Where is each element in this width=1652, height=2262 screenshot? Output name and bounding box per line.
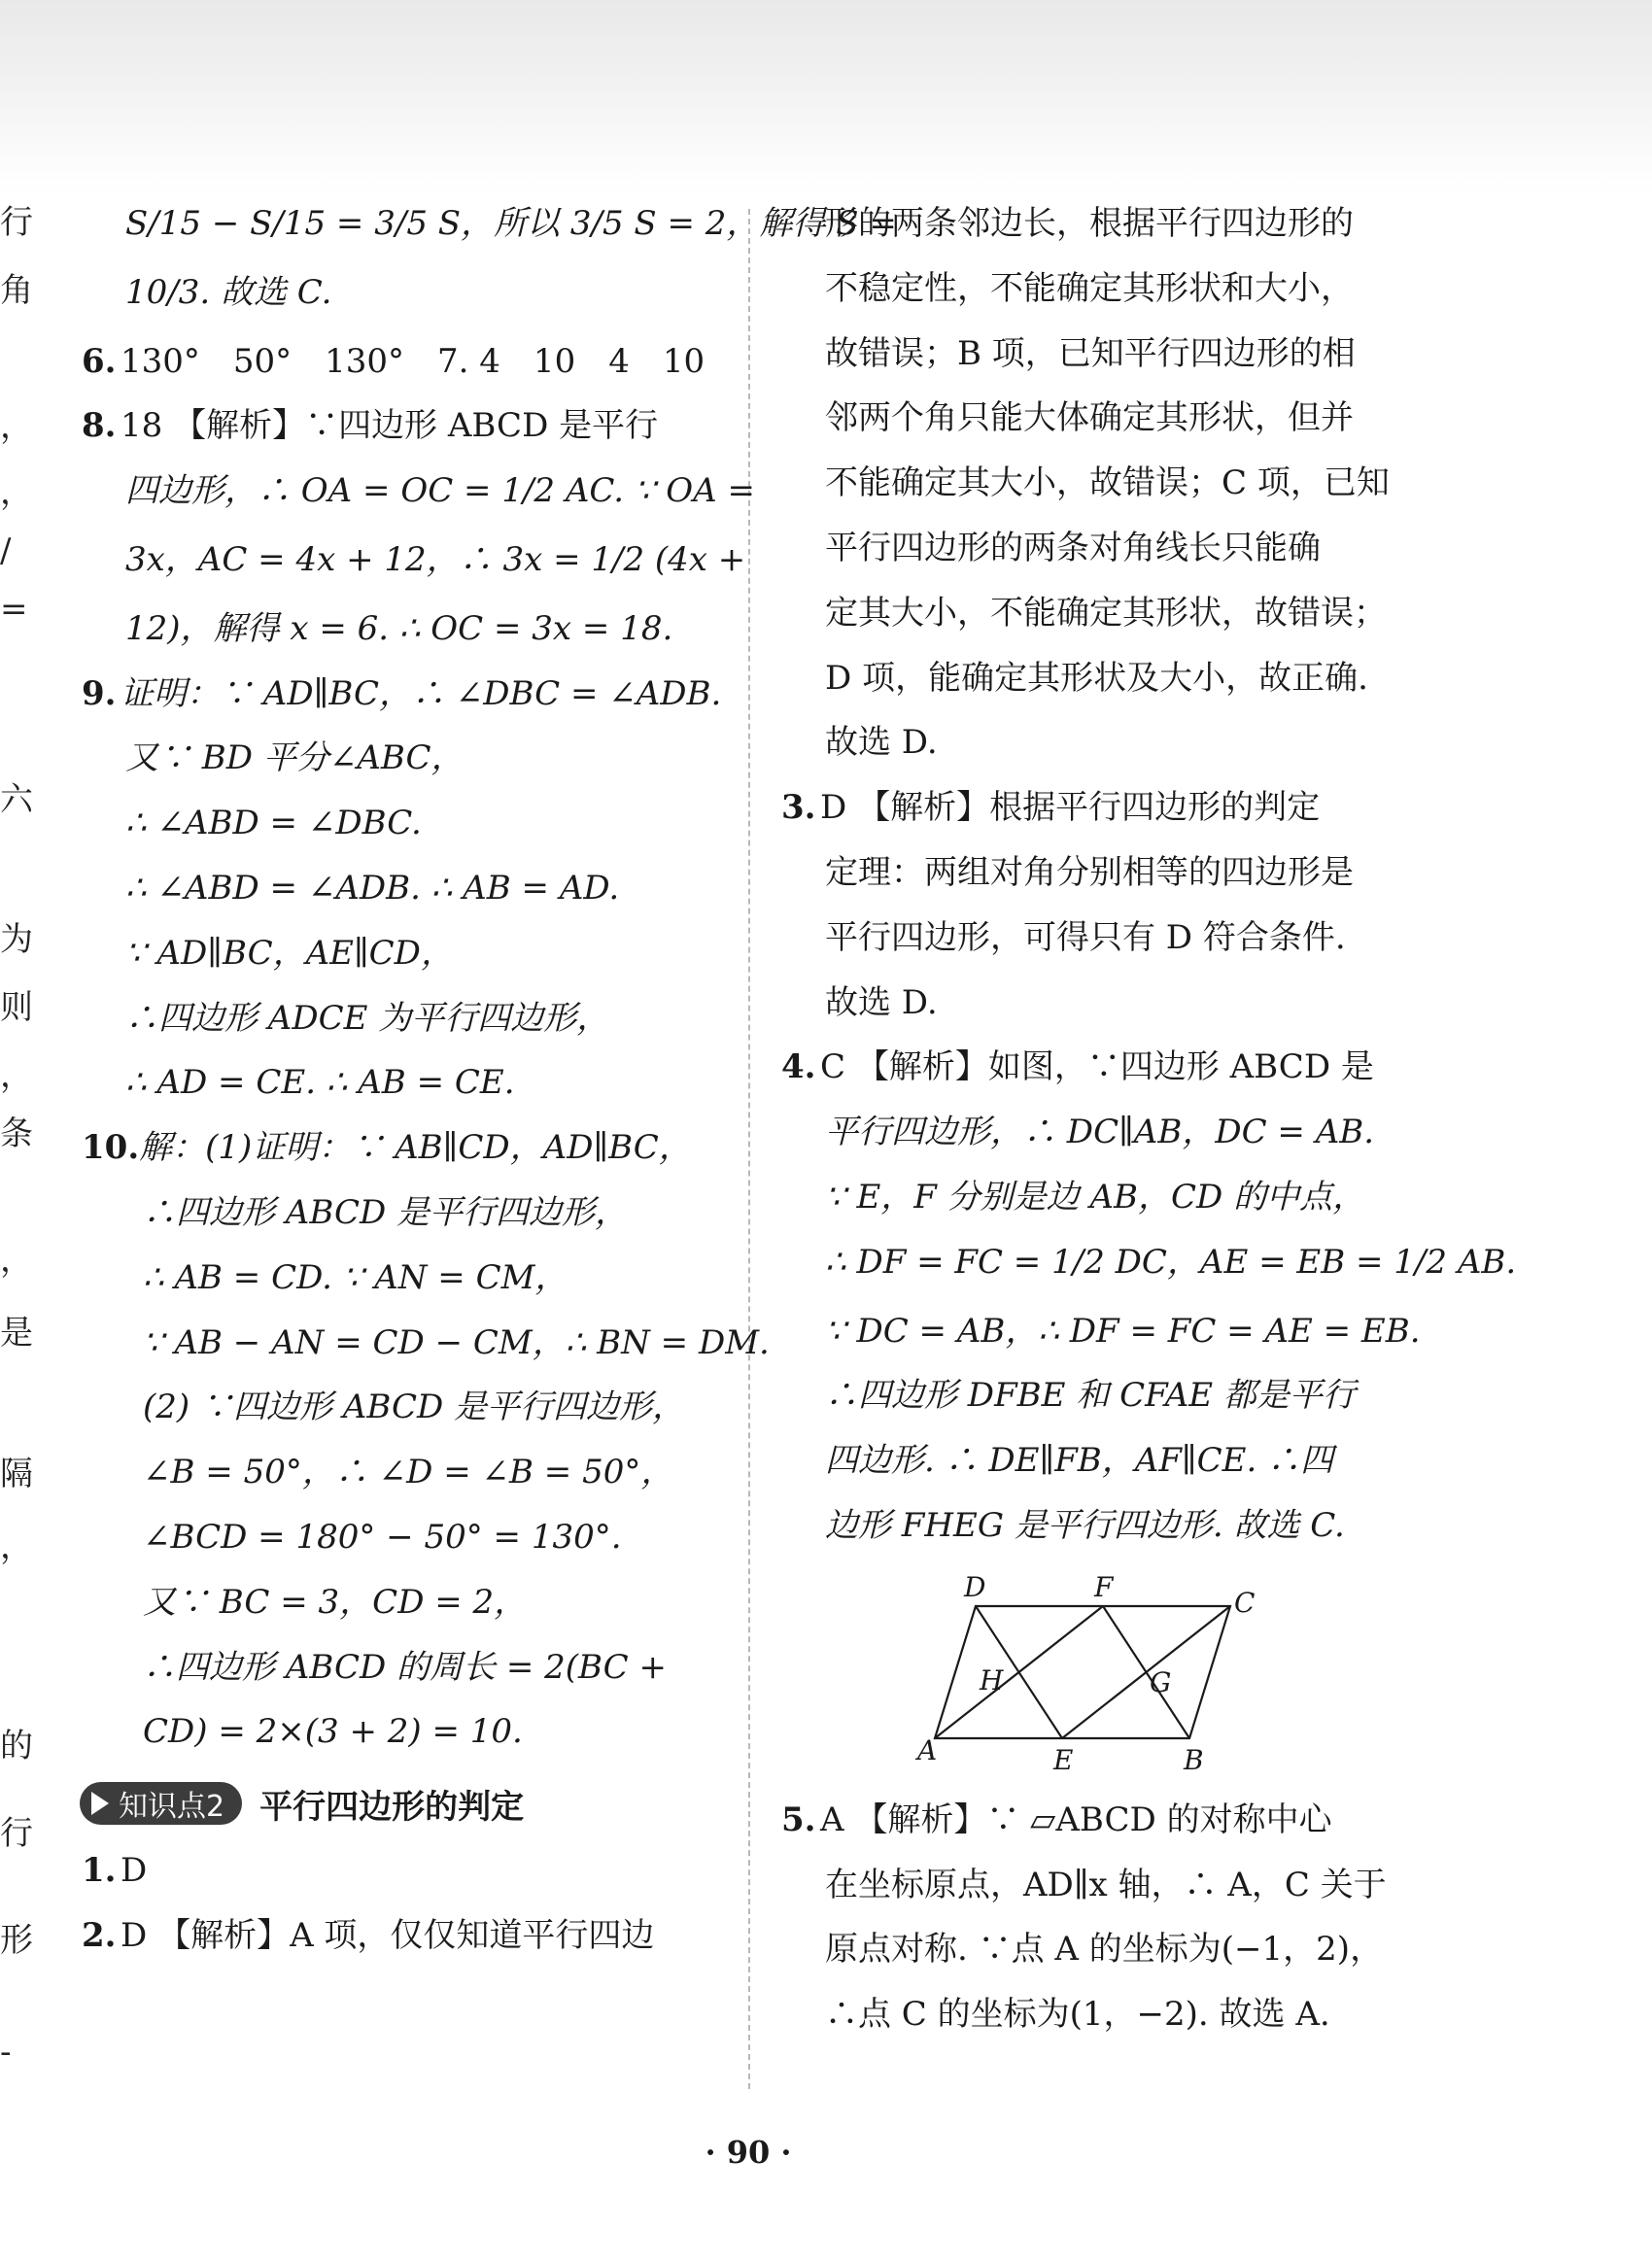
proof-line: ∴ AD = CE. ∴ AB = CE. <box>125 1063 515 1103</box>
left-edge-fragments <box>0 185 33 2108</box>
answer-2-line: 不能确定其大小，故错误；C 项，已知 <box>825 463 1390 503</box>
proof-line: ∴ AB = CD. ∵ AN = CM， <box>143 1257 568 1297</box>
answer-10 <box>82 1128 723 1168</box>
proof-line: ∴四边形 ADCE 为平行四边形， <box>125 998 610 1038</box>
vertex-label-d: D <box>964 1570 986 1603</box>
answer-2-line: 平行四边形的两条对角线长只能确 <box>825 528 1321 567</box>
answer-2-line: 故错误；B 项，已知平行四边形的相 <box>825 333 1356 373</box>
edge-fragment: 角 <box>0 271 33 310</box>
section-title: 平行四边形的判定 <box>259 1787 525 1827</box>
proof-line: 又∵ BC = 3，CD = 2， <box>143 1582 528 1622</box>
answer-2-line: 不稳定性，不能确定其形状和大小， <box>825 268 1354 308</box>
proof-line: (2) ∵四边形 ABCD 是平行四边形， <box>143 1388 686 1427</box>
proof-line: ∠B = 50°，∴ ∠D = ∠B = 50°， <box>143 1453 674 1492</box>
answer-1 <box>82 1851 723 1891</box>
answer-text: 130° 50° 130° 7. 4 10 4 10 <box>120 341 706 381</box>
answer-text: D <box>120 1851 148 1891</box>
answer-2-line: 邻两个角只能大体确定其形状，但并 <box>825 398 1354 438</box>
answer-2-line: D 项，能确定其形状及大小，故正确. <box>825 658 1368 698</box>
edge-fragment: 是 <box>0 1314 33 1353</box>
answer-5 <box>781 1800 1428 1840</box>
edge-fragment: 条 <box>0 1114 33 1153</box>
question-number: 6. <box>82 341 117 381</box>
answer-9 <box>82 674 723 714</box>
edge-fragment: ， <box>0 1241 33 1280</box>
answer-text: C 【解析】如图，∵四边形 ABCD 是 <box>820 1047 1374 1087</box>
point-label-g: G <box>1150 1665 1172 1698</box>
answer-4-line: ∴四边形 DFBE 和 CFAE 都是平行 <box>825 1376 1356 1416</box>
answer-2 <box>82 1916 723 1956</box>
edge-fragment: 则 <box>0 988 33 1027</box>
question-number: 10. <box>82 1128 140 1168</box>
question-number: 9. <box>82 673 117 713</box>
answer-5-line: 在坐标原点，AD∥x 轴，∴ A，C 关于 <box>825 1865 1387 1904</box>
proof-line: ∵ AD∥BC，AE∥CD， <box>125 933 454 973</box>
vertex-label-c: C <box>1234 1586 1256 1619</box>
answer-text: A 【解析】∵ ▱ABCD 的对称中心 <box>820 1799 1332 1839</box>
proof-line: 又∵ BD 平分∠ABC， <box>125 738 465 778</box>
answer-4-line: ∵ DC = AB，∴ DF = FC = AE = EB. <box>825 1311 1421 1351</box>
edge-fragment: 的 <box>0 1727 33 1765</box>
answer-2-line: 故选 D. <box>825 723 938 763</box>
answer-text: D 【解析】根据平行四边形的判定 <box>820 788 1321 828</box>
segment-fb <box>1103 1606 1189 1738</box>
play-arrow-icon <box>91 1792 109 1815</box>
question-number: 8. <box>82 406 117 446</box>
proof-line: ∵ AB − AN = CD − CM，∴ BN = DM. <box>143 1322 770 1362</box>
vertex-label-b: B <box>1184 1743 1204 1776</box>
question-number: 5. <box>781 1799 816 1839</box>
answer-8-line: 3x，AC = 4x + 12，∴ 3x = 1/2 (4x + <box>125 539 746 579</box>
edge-fragment: = <box>0 590 28 629</box>
edge-fragment: - <box>0 2033 12 2072</box>
proof-line: ∴四边形 ABCD 是平行四边形， <box>143 1192 629 1232</box>
answer-5-line: ∴点 C 的坐标为(1，−2). 故选 A. <box>825 1995 1330 2035</box>
proof-line: ∴ ∠ABD = ∠DBC. <box>125 804 422 843</box>
point-label-e: E <box>1053 1743 1074 1776</box>
answer-text: D 【解析】A 项，仅仅知道平行四边 <box>120 1915 655 1955</box>
question-number: 2. <box>82 1915 117 1955</box>
edge-fragment: 六 <box>0 780 33 819</box>
right-column <box>781 204 1517 2060</box>
answer-3-line: 故选 D. <box>825 982 938 1022</box>
proof-line: ∠BCD = 180° − 50° = 130°. <box>143 1517 622 1557</box>
question-number: 1. <box>82 1851 117 1891</box>
vertex-label-f: F <box>1094 1570 1114 1603</box>
edge-fragment: ， <box>0 1056 33 1095</box>
vertex-label-a: A <box>917 1733 938 1766</box>
answer-2-line: 定其大小，不能确定其形状，故错误； <box>825 593 1387 633</box>
answer-3-line: 平行四边形，可得只有 D 符合条件. <box>825 917 1346 957</box>
page-number: · 90 · <box>705 2134 792 2171</box>
section-badge-label: 知识点2 <box>119 1790 225 1825</box>
answer-8-line: 12)，解得 x = 6. ∴ OC = 3x = 18. <box>125 608 673 648</box>
answer-text: 18 【解析】∵四边形 ABCD 是平行 <box>120 406 659 446</box>
answer-8 <box>82 406 723 446</box>
answer-4-line: ∵ E，F 分别是边 AB，CD 的中点， <box>825 1177 1366 1217</box>
proof-line: ∴四边形 ABCD 的周长 = 2(BC + <box>143 1647 667 1687</box>
answer-2-line: 形的两条邻边长，根据平行四边形的 <box>825 204 1354 243</box>
question-number: 3. <box>781 788 816 828</box>
proof-line: ∴ ∠ABD = ∠ADB. ∴ AB = AD. <box>125 868 620 908</box>
edge-fragment: 形 <box>0 1921 33 1960</box>
edge-fragment: ， <box>0 473 33 512</box>
answer-3-line: 定理：两组对角分别相等的四边形是 <box>825 852 1354 892</box>
answer-4-line: ∴ DF = FC = 1/2 DC，AE = EB = 1/2 AB. <box>825 1242 1517 1282</box>
scan-shadow <box>0 0 1652 194</box>
answer-5-continued: S/15 − S/15 = 3/5 S，所以 3/5 S = 2，解得 S = <box>125 204 897 243</box>
edge-fragment: ， <box>0 407 33 446</box>
edge-fragment: 行 <box>0 1814 33 1853</box>
point-label-h: H <box>980 1663 1004 1696</box>
answer-4-line: 四边形. ∴ DE∥FB，AF∥CE. ∴四 <box>825 1441 1334 1481</box>
edge-fragment: / <box>0 531 12 570</box>
answer-6-7 <box>82 342 723 382</box>
section-badge <box>80 1782 242 1825</box>
answer-5-line: 原点对称. ∵点 A 的坐标为(−1，2)， <box>825 1930 1384 1970</box>
answer-8-line: 四边形，∴ OA = OC = 1/2 AC. ∵ OA = <box>125 471 755 511</box>
edge-fragment: 隔 <box>0 1455 33 1493</box>
answer-text: 解：(1)证明：∵ AB∥CD，AD∥BC， <box>139 1128 692 1168</box>
edge-fragment: 行 <box>0 203 33 242</box>
edge-fragment: ， <box>0 1527 33 1566</box>
parallelogram-figure <box>917 1570 1256 1779</box>
answer-4-line: 边形 FHEG 是平行四边形. 故选 C. <box>825 1505 1345 1545</box>
answer-5-conclusion: 10/3. 故选 C. <box>125 272 332 312</box>
answer-4 <box>781 1047 1428 1087</box>
edge-fragment: 为 <box>0 920 33 959</box>
section-header <box>80 1777 723 1830</box>
answer-4-line: 平行四边形，∴ DC∥AB，DC = AB. <box>825 1113 1375 1152</box>
question-number: 4. <box>781 1047 816 1087</box>
answer-3 <box>781 788 1428 828</box>
proof-line: CD) = 2×(3 + 2) = 10. <box>143 1712 523 1752</box>
answer-text: 证明：∵ AD∥BC，∴ ∠DBC = ∠ADB. <box>120 673 722 713</box>
